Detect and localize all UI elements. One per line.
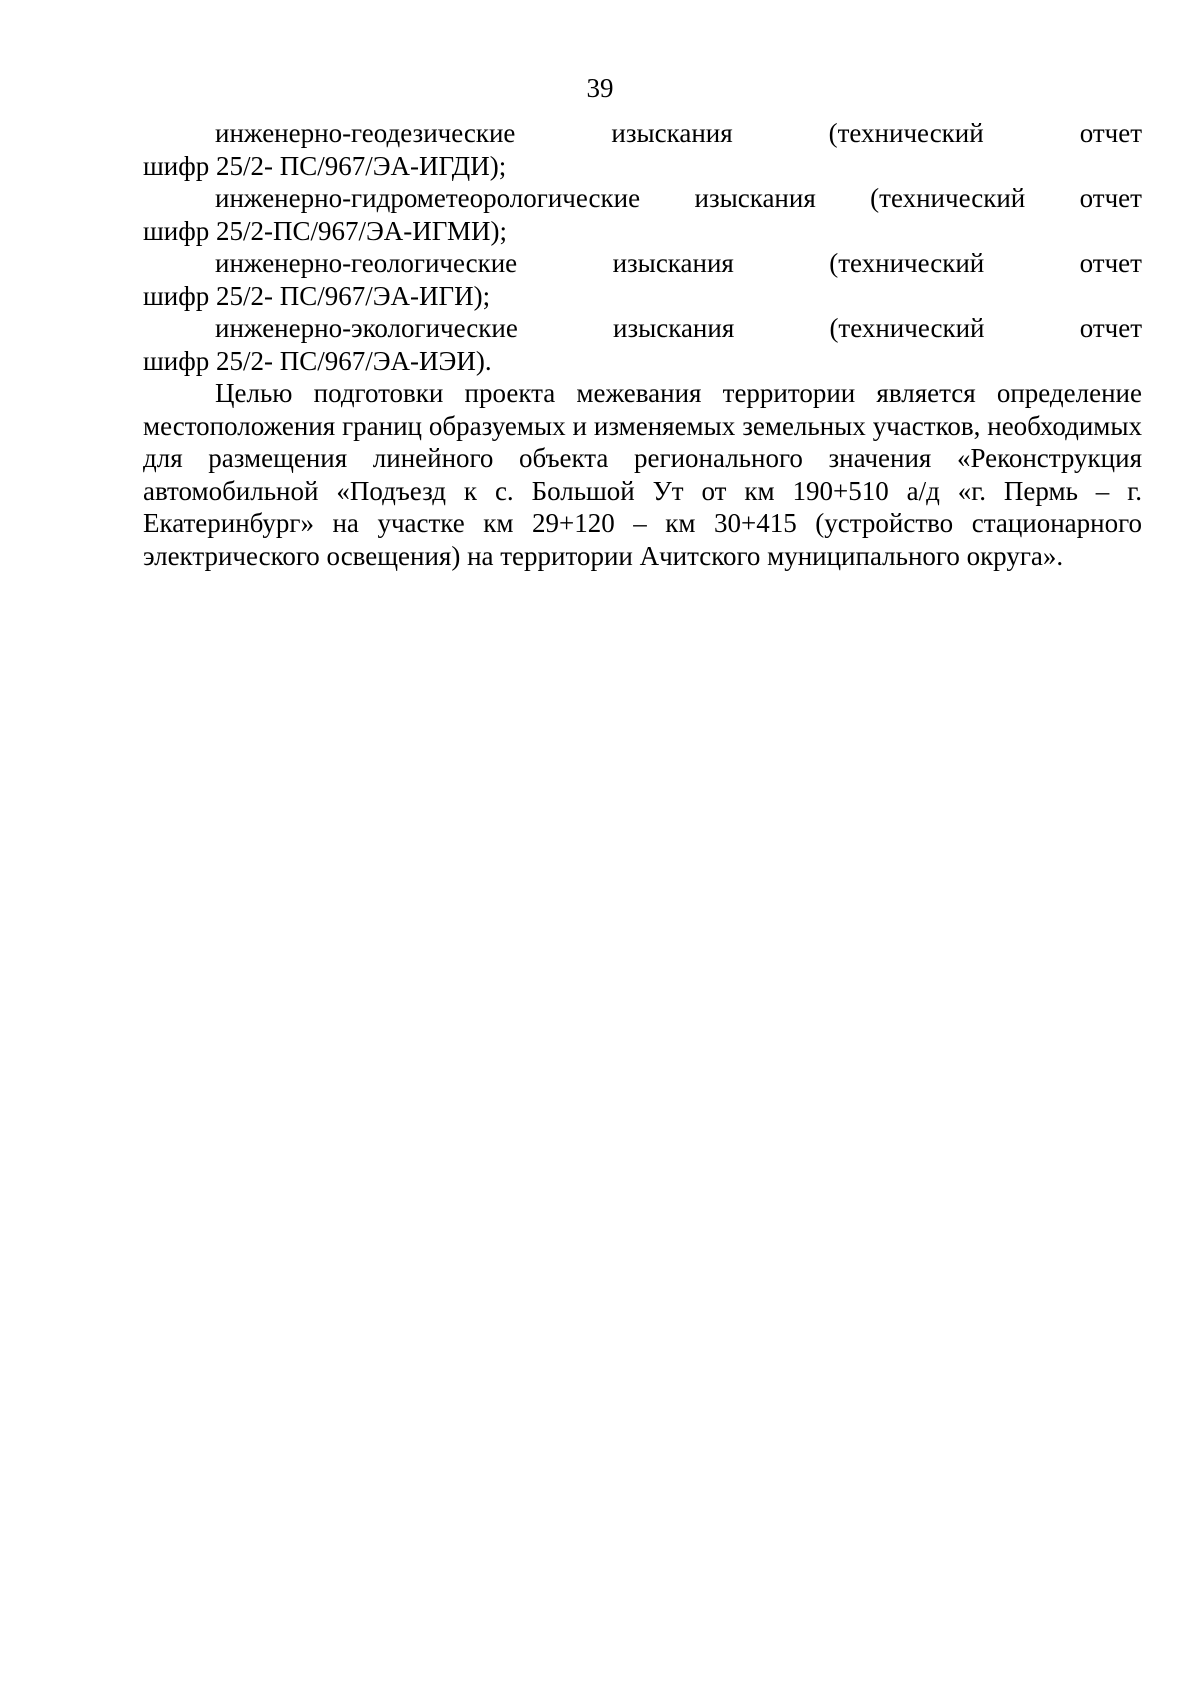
survey-word: (технический (828, 118, 984, 148)
survey-item-hydrometeorological (143, 182, 1142, 247)
survey-code: шифр 25/2- ПС/967/ЭА-ИГИ); (143, 280, 491, 311)
survey-word: отчет (1079, 118, 1142, 148)
survey-word: отчет (1079, 183, 1142, 213)
survey-word: изыскания (694, 183, 816, 213)
page-body (143, 117, 1142, 572)
purpose-paragraph: Целью подготовки проекта межевания территории является определение местоположения границ образуемых и изменяемых земельных участков, необходимых для размещения линейного объекта регионального значения «Реконструкция автомобильной «Подъезд к с. Большой Ут от км 190+510 а/д «г. Пермь – г. Екатеринбург» на участке км 29+120 – км 30+415 (устройство стационарного электрического освещения) на территории Ачитского муниципального округа». (143, 378, 1142, 571)
survey-type: инженерно-геологические (215, 248, 518, 278)
survey-type: инженерно-гидрометеорологические (215, 183, 641, 213)
survey-word: изыскания (611, 118, 733, 148)
survey-type: инженерно-геодезические (215, 118, 516, 148)
survey-item-geodetic (143, 117, 1142, 182)
survey-code: шифр 25/2- ПС/967/ЭА-ИЭИ). (143, 345, 492, 376)
survey-code: шифр 25/2-ПС/967/ЭА-ИГМИ); (143, 215, 508, 246)
page-number: 39 (586, 73, 614, 103)
survey-type: инженерно-экологические (215, 313, 518, 343)
survey-word: изыскания (612, 248, 734, 278)
survey-item-line (143, 247, 1142, 280)
survey-word: (технический (829, 313, 985, 343)
survey-item-ecological (143, 312, 1142, 377)
survey-word: изыскания (613, 313, 735, 343)
survey-item-line (143, 117, 1142, 150)
survey-item-geological (143, 247, 1142, 312)
survey-item-line (143, 312, 1142, 345)
survey-word: (технический (829, 248, 985, 278)
survey-code: шифр 25/2- ПС/967/ЭА-ИГДИ); (143, 150, 507, 181)
survey-word: отчет (1079, 313, 1142, 343)
survey-word: (технический (870, 183, 1026, 213)
survey-item-line (143, 182, 1142, 215)
survey-word: отчет (1079, 248, 1142, 278)
